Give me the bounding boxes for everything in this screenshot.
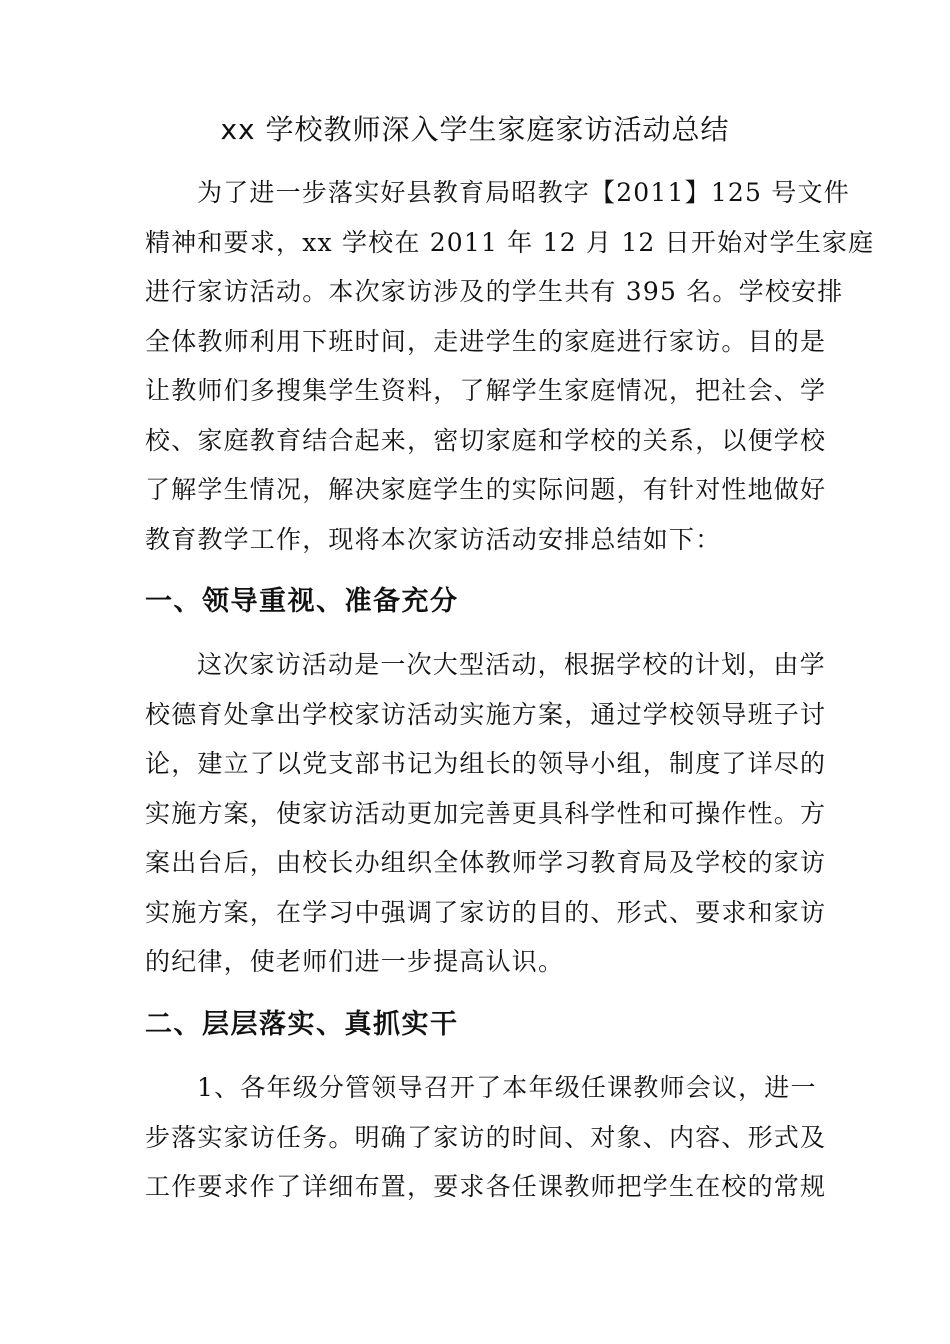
- text-line: 全体教师利用下班时间，走进学生的家庭进行家访。目的是: [145, 326, 827, 356]
- text-line: 教育教学工作，现将本次家访活动安排总结如下：: [145, 524, 722, 554]
- section-heading-2: 二、层层落实、真抓实干: [145, 1009, 459, 1040]
- text-line: 为了进一步落实好县教育局昭教字【2011】125 号文件: [197, 178, 850, 207]
- text-line: 了解学生情况，解决家庭学生的实际问题，有针对性地做好: [145, 475, 827, 504]
- text-line: 校、家庭教育结合起来，密切家庭和学校的关系，以便学校: [145, 425, 827, 455]
- text-line: 案出台后，由校长办组织全体教师学习教育局及学校的家访: [145, 848, 827, 877]
- section-2-paragraph: [145, 1063, 827, 1212]
- text-line: 工作要求作了详细布置，要求各任课教师把学生在校的常规: [145, 1172, 827, 1201]
- intro-paragraph: [145, 168, 875, 564]
- text-line: 的纪律，使老师们进一步提高认识。: [145, 947, 565, 976]
- text-line: 进行家访活动。本次家访涉及的学生共有 395 名。学校安排: [145, 277, 844, 306]
- text-line: 论，建立了以党支部书记为组长的领导小组，制度了详尽的: [145, 749, 827, 778]
- text-line: 1、各年级分管领导召开了本年级任课教师会议，进一: [197, 1073, 817, 1102]
- section-heading-1: 一、领导重视、准备充分: [145, 586, 459, 617]
- text-line: 实施方案，在学习中强调了家访的目的、形式、要求和家访: [145, 897, 827, 927]
- document-title: xx 学校教师深入学生家庭家访活动总结: [220, 113, 730, 146]
- text-line: 精神和要求，xx 学校在 2011 年 12 月 12 日开始对学生家庭: [145, 227, 875, 257]
- text-line: 这次家访活动是一次大型活动，根据学校的计划，由学: [197, 650, 826, 679]
- text-line: 实施方案，使家访活动更加完善更具科学性和可操作性。方: [145, 798, 827, 828]
- text-line: 让教师们多搜集学生资料，了解学生家庭情况，把社会、学: [145, 376, 827, 405]
- text-line: 步落实家访任务。明确了家访的时间、对象、内容、形式及: [145, 1122, 827, 1152]
- text-line: 校德育处拿出学校家访活动实施方案，通过学校领导班子讨: [145, 699, 827, 729]
- section-1-paragraph: [145, 640, 827, 987]
